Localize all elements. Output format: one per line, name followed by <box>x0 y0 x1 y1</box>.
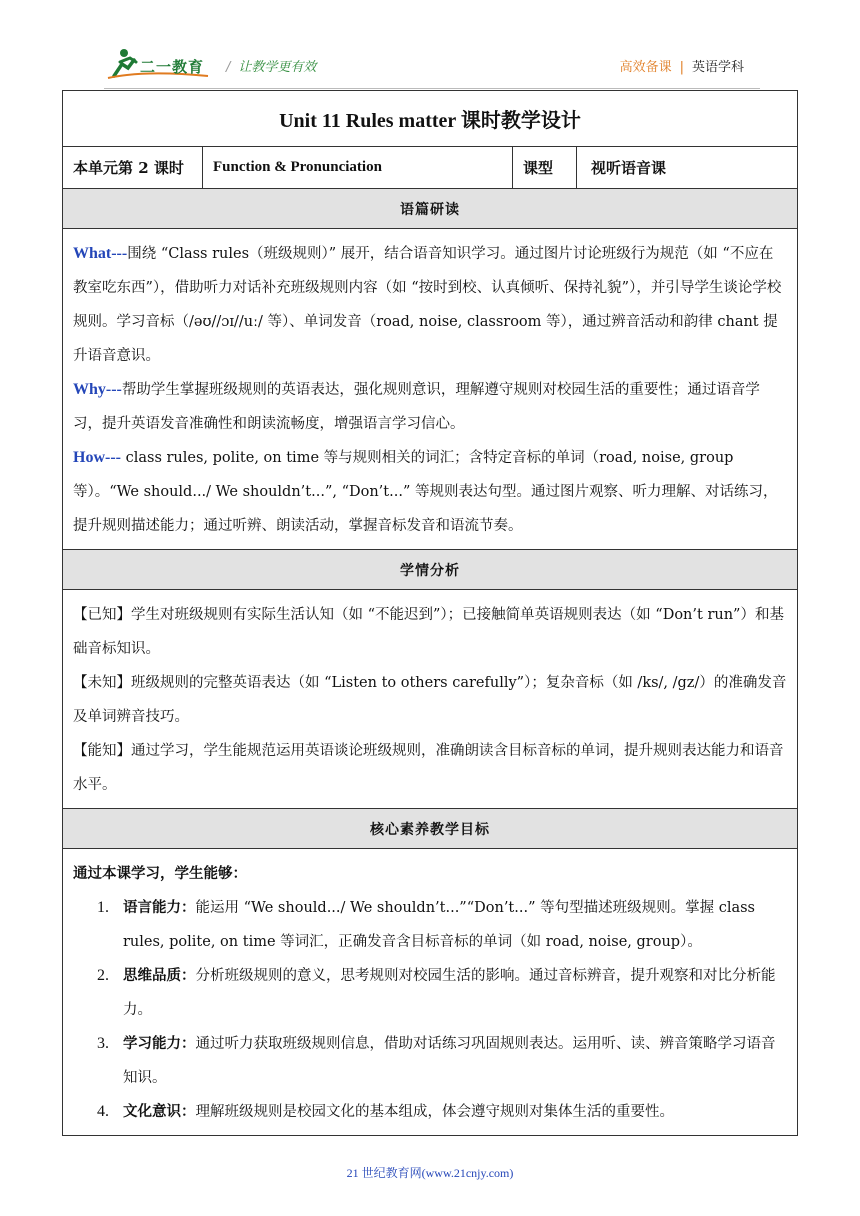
able-paragraph: 【能知】通过学习，学生能规范运用英语谈论班级规则，准确朗读含目标音标的单词，提升规则表达能力和语音水平。 <box>73 743 784 793</box>
header-divider <box>104 88 760 89</box>
why-lead: Why--- <box>73 381 122 398</box>
why-text: 帮助学生掌握班级规则的英语表达，强化规则意识，理解遵守规则对校园生活的重要性；通过语音学习，提升英语发音准确性和朗读流畅度，增强语言学习信心。 <box>73 382 760 432</box>
lesson-type-value: 视听语音课 <box>591 159 667 177</box>
slogan: / 让教学更有效 <box>226 60 317 75</box>
known-paragraph: 【已知】学生对班级规则有实际生活认知（如 “不能迟到”）；已接触简单英语规则表达（如 “Don’t run”）和基础音标知识。 <box>73 607 784 657</box>
goal-label: 文化意识： <box>123 1103 196 1120</box>
section-body-learner <box>63 590 797 809</box>
what-paragraph <box>73 237 787 373</box>
page-title: Unit 11 Rules matter 课时教学设计 <box>63 91 797 147</box>
goals-intro: 通过本课学习，学生能够： <box>73 865 247 882</box>
goal-item <box>73 891 787 959</box>
goal-number: 1. <box>97 899 109 916</box>
goal-item <box>73 959 787 1027</box>
goal-label: 语言能力： <box>123 899 196 916</box>
how-paragraph <box>73 441 787 543</box>
header-tag-prep: 高效备课 <box>619 60 672 75</box>
goal-number: 3. <box>97 1035 109 1052</box>
section-body-text-study <box>63 229 797 550</box>
section-heading-learner: 学情分析 <box>63 550 797 590</box>
goal-text: 分析班级规则的意义，思考规则对校园生活的影响。通过音标辨音，提升观察和对比分析能力。 <box>123 968 776 1018</box>
lesson-type-label: 课型 <box>513 147 577 188</box>
unknown-paragraph: 【未知】班级规则的完整英语表达（如 “Listen to others carefully”）；复杂音标（如 /ks/, /gz/）的准确发音及单词辨音技巧。 <box>73 675 787 725</box>
header-right: 高效备课 | 英语学科 <box>619 60 744 75</box>
header-tag-subject: 英语学科 <box>691 60 744 75</box>
section-heading-text-study: 语篇研读 <box>63 189 797 229</box>
goal-text: 通过听力获取班级规则信息，借助对话练习巩固规则表达。运用听、读、辨音策略学习语音知识。 <box>123 1036 776 1086</box>
why-paragraph <box>73 373 787 441</box>
slogan-text: 让教学更有效 <box>238 60 317 75</box>
lesson-number: 本单元第 2 课时 <box>63 147 203 188</box>
page-footer: 21 世纪教育网(www.21cnjy.com) <box>346 1166 514 1180</box>
lesson-design-table <box>62 90 798 1136</box>
goal-number: 4. <box>97 1103 109 1120</box>
goal-text: 能运用 “We should.../ We shouldn’t...”“Don’t...” 等句型描述班级规则。掌握 class rules, polite, on time 等词汇，正确发音含目标音标的单词（如 road, noise, group）。 <box>123 900 756 950</box>
page-header <box>0 0 860 90</box>
goal-label: 思维品质： <box>123 967 196 984</box>
how-lead: How--- <box>73 449 121 466</box>
goal-item <box>73 1095 787 1129</box>
goal-text: 理解班级规则是校园文化的基本组成，体会遵守规则对集体生活的重要性。 <box>195 1104 674 1120</box>
goal-item <box>73 1027 787 1095</box>
section-body-goals <box>63 849 797 1135</box>
what-lead: What--- <box>73 245 128 262</box>
how-text: class rules, polite, on time 等与规则相关的词汇；含特定音标的单词（road, noise, group 等）。“We should.../ We shouldn’t...”, “Don’t...” 等规则表达句型。通过图片观察、听力理解、对话练习，提升规则描述能力；通过听辨、朗读活动，掌握音标发音和语流节奏。 <box>73 450 778 534</box>
what-text: 围绕 “Class rules（班级规则）” 展开，结合语音知识学习。通过图片讨论班级行为规范（如 “不应在教室吃东西”），借助听力对话补充班级规则内容（如 “按时到校、认真倾听、保持礼貌”），并引导学生谈论学校规则。学习音标（/əʊ//ɔɪ//uː/ 等）、单词发音（road, noise, classroom 等），通过辨音活动和韵律 chant 提升语音意识。 <box>73 246 782 364</box>
goal-number: 2. <box>97 967 109 984</box>
section-heading-goals: 核心素养教学目标 <box>63 809 797 849</box>
lesson-info-row <box>63 147 797 189</box>
goal-label: 学习能力： <box>123 1035 196 1052</box>
brand-logo-text: 二一教育 <box>140 58 205 76</box>
lesson-topic: Function & Pronunciation <box>203 147 513 188</box>
goals-list <box>73 891 787 1129</box>
